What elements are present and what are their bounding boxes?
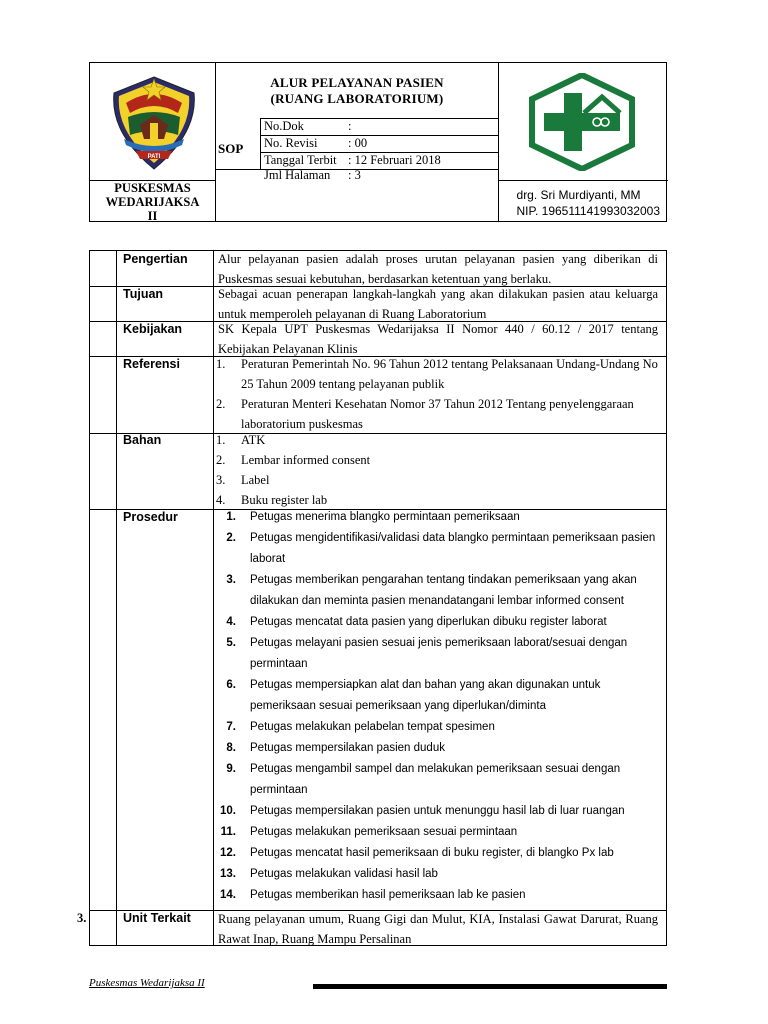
- bahan-item-text: Buku register lab: [241, 493, 328, 507]
- prosedur-step-number: 6.: [226, 679, 236, 691]
- referensi-item-text: Peraturan Pemerintah No. 96 Tahun 2012 tentang Pelaksanaan Undang-Undang No 25 Tahun 2009 tentang pelayanan publik: [241, 357, 658, 391]
- prosedur-step-number: 13.: [220, 868, 236, 880]
- prosedur-step-number: 7.: [226, 721, 236, 733]
- bahan-item-number: 2.: [216, 453, 226, 467]
- puskesmas-logo: [528, 73, 636, 171]
- prosedur-step-number: 3.: [226, 574, 236, 586]
- prosedur-step: [214, 759, 664, 801]
- footer-text: Puskesmas Wedarijaksa II: [89, 977, 205, 989]
- prosedur-step-number: 4.: [226, 616, 236, 628]
- prosedur-step: [214, 612, 664, 633]
- org-line-3: II: [147, 209, 158, 223]
- bahan-list: [216, 430, 664, 510]
- prosedur-step: [214, 633, 664, 675]
- sop-header: [89, 62, 667, 222]
- title-line-2: (RUANG LABORATORIUM): [270, 91, 444, 106]
- bahan-item: [216, 430, 664, 450]
- prosedur-step-text: Petugas memberikan pengarahan tentang tindakan pemeriksaan yang akan dilakukan dan meminta pasien menandatangani lembar informed consent: [250, 574, 637, 607]
- prosedur-step-text: Petugas melakukan pemeriksaan sesuai permintaan: [250, 826, 518, 838]
- referensi-item-number: 1.: [216, 357, 226, 371]
- organization-name: [90, 181, 215, 223]
- bahan-item-number: 1.: [216, 433, 226, 447]
- bahan-item: [216, 450, 664, 470]
- seal-motto: PATI: [147, 154, 161, 160]
- field-no-dok-label: No.Dok: [264, 119, 304, 133]
- header-divider: [260, 118, 261, 170]
- field-tanggal-terbit-label: Tanggal Terbit: [264, 153, 337, 167]
- prosedur-step-number: 10.: [220, 805, 236, 817]
- prosedur-step-number: 14.: [220, 889, 236, 901]
- bahan-item-number: 4.: [216, 493, 226, 507]
- prosedur-step-text: Petugas mengambil sampel dan melakukan pemeriksaan sesuai dengan permintaan: [250, 763, 621, 796]
- title-line-1: ALUR PELAYANAN PASIEN: [270, 75, 444, 90]
- signer-nip: NIP. 196511141993032003: [516, 204, 660, 218]
- bahan-item-text: Label: [241, 473, 270, 487]
- field-jml-halaman-label: Jml Halaman: [264, 168, 331, 182]
- prosedur-step: [214, 738, 664, 759]
- field-no-dok-value: :: [348, 119, 352, 133]
- sop-content-table: [77, 250, 667, 946]
- referensi-item: [216, 394, 664, 434]
- prosedur-step-number: 1.: [226, 511, 236, 523]
- prosedur-step: [214, 843, 664, 864]
- prosedur-step: [214, 864, 664, 885]
- prosedur-step-number: 12.: [220, 847, 236, 859]
- prosedur-step-text: Petugas melakukan validasi hasil lab: [250, 868, 438, 880]
- prosedur-step: [214, 675, 664, 717]
- referensi-label: Referensi: [123, 357, 180, 371]
- prosedur-step-text: Petugas mengidentifikasi/validasi data blangko permintaan pemeriksaan pasien laborat: [250, 532, 656, 565]
- prosedur-step-text: Petugas memberikan hasil pemeriksaan lab ke pasien: [250, 889, 526, 901]
- sop-label: SOP: [218, 141, 244, 156]
- pengertian-text: Alur pelayanan pasien adalah proses urutan pelayanan pasien yang diberikan di Puskesmas sesuai kebutuhan, berdasarkan ketentuan yang berlaku.: [218, 252, 658, 286]
- prosedur-step: [214, 801, 664, 822]
- bahan-item-text: Lembar informed consent: [241, 453, 371, 467]
- prosedur-step: [214, 885, 664, 906]
- prosedur-step: [214, 528, 664, 570]
- prosedur-step-text: Petugas mempersilakan pasien duduk: [250, 742, 445, 754]
- header-divider: [498, 180, 668, 181]
- prosedur-step-number: 5.: [226, 637, 236, 649]
- field-jml-halaman-value: : 3: [348, 168, 361, 182]
- prosedur-step-number: 9.: [226, 763, 236, 775]
- tujuan-label: Tujuan: [123, 287, 164, 301]
- field-no-revisi-label: No. Revisi: [264, 136, 318, 150]
- header-divider: [215, 169, 260, 170]
- prosedur-step-text: Petugas mencatat data pasien yang diperlukan dibuku register laborat: [250, 616, 607, 628]
- unit-terkait-label: Unit Terkait: [123, 911, 191, 925]
- prosedur-step: [214, 717, 664, 738]
- prosedur-step-number: 8.: [226, 742, 236, 754]
- prosedur-step: [214, 822, 664, 843]
- prosedur-label: Prosedur: [123, 510, 178, 524]
- prosedur-step-text: Petugas melakukan pelabelan tempat spesimen: [250, 721, 495, 733]
- bahan-item-text: ATK: [241, 433, 266, 447]
- signer-block: [517, 187, 660, 219]
- prosedur-step-text: Petugas menerima blangko permintaan pemeriksaan: [250, 511, 520, 523]
- referensi-list: [216, 354, 664, 434]
- kebijakan-label: Kebijakan: [123, 322, 183, 336]
- bahan-item-number: 3.: [216, 473, 226, 487]
- org-line-2: WEDARIJAKSA: [105, 195, 200, 209]
- prosedur-step-text: Petugas mempersilakan pasien untuk menunggu hasil lab di luar ruangan: [250, 805, 625, 817]
- regency-seal-logo: [106, 73, 202, 173]
- prosedur-step-text: Petugas melayani pasien sesuai jenis pemeriksaan laborat/sesuai dengan permintaan: [250, 637, 628, 670]
- prosedur-step: [214, 570, 664, 612]
- org-line-1: PUSKESMAS: [114, 181, 191, 195]
- bahan-label: Bahan: [123, 433, 162, 447]
- referensi-item-number: 2.: [216, 397, 226, 411]
- bahan-item: [216, 470, 664, 490]
- footer-bar: [313, 984, 667, 989]
- prosedur-step-number: 2.: [226, 532, 236, 544]
- signer-name: drg. Sri Murdiyanti, MM: [516, 188, 641, 202]
- referensi-item: [216, 354, 664, 394]
- prosedur-step-text: Petugas mencatat hasil pemeriksaan di buku register, di blangko Px lab: [250, 847, 614, 859]
- field-no-revisi-value: : 00: [348, 136, 368, 150]
- field-tanggal-terbit-value: : 12 Februari 2018: [348, 153, 441, 167]
- prosedur-step: [214, 507, 664, 528]
- unit-terkait-row-number: 3.: [77, 911, 87, 925]
- prosedur-list: [214, 507, 664, 906]
- pengertian-label: Pengertian: [123, 252, 188, 266]
- header-divider: [498, 63, 499, 221]
- tujuan-text: Sebagai acuan penerapan langkah-langkah yang akan dilakukan pasien atau keluarga untuk memperoleh pelayanan di Ruang Laboratorium: [218, 287, 658, 321]
- unit-terkait-text: Ruang pelayanan umum, Ruang Gigi dan Mulut, KIA, Instalasi Gawat Darurat, Ruang Rawat Inap, Ruang Mampu Persalinan: [218, 912, 658, 946]
- prosedur-step-text: Petugas mempersiapkan alat dan bahan yang akan digunakan untuk pemeriksaan sesuai pemeriksaan yang diperlukan/diminta: [250, 679, 601, 712]
- kebijakan-text: SK Kepala UPT Puskesmas Wedarijaksa II Nomor 440 / 60.12 / 2017 tentang Kebijakan Pelayanan Klinis: [218, 322, 658, 356]
- referensi-item-text: Peraturan Menteri Kesehatan Nomor 37 Tahun 2012 Tentang penyelenggaraan laboratorium puskesmas: [241, 397, 634, 431]
- document-title: [216, 75, 498, 107]
- prosedur-step-number: 11.: [220, 826, 236, 838]
